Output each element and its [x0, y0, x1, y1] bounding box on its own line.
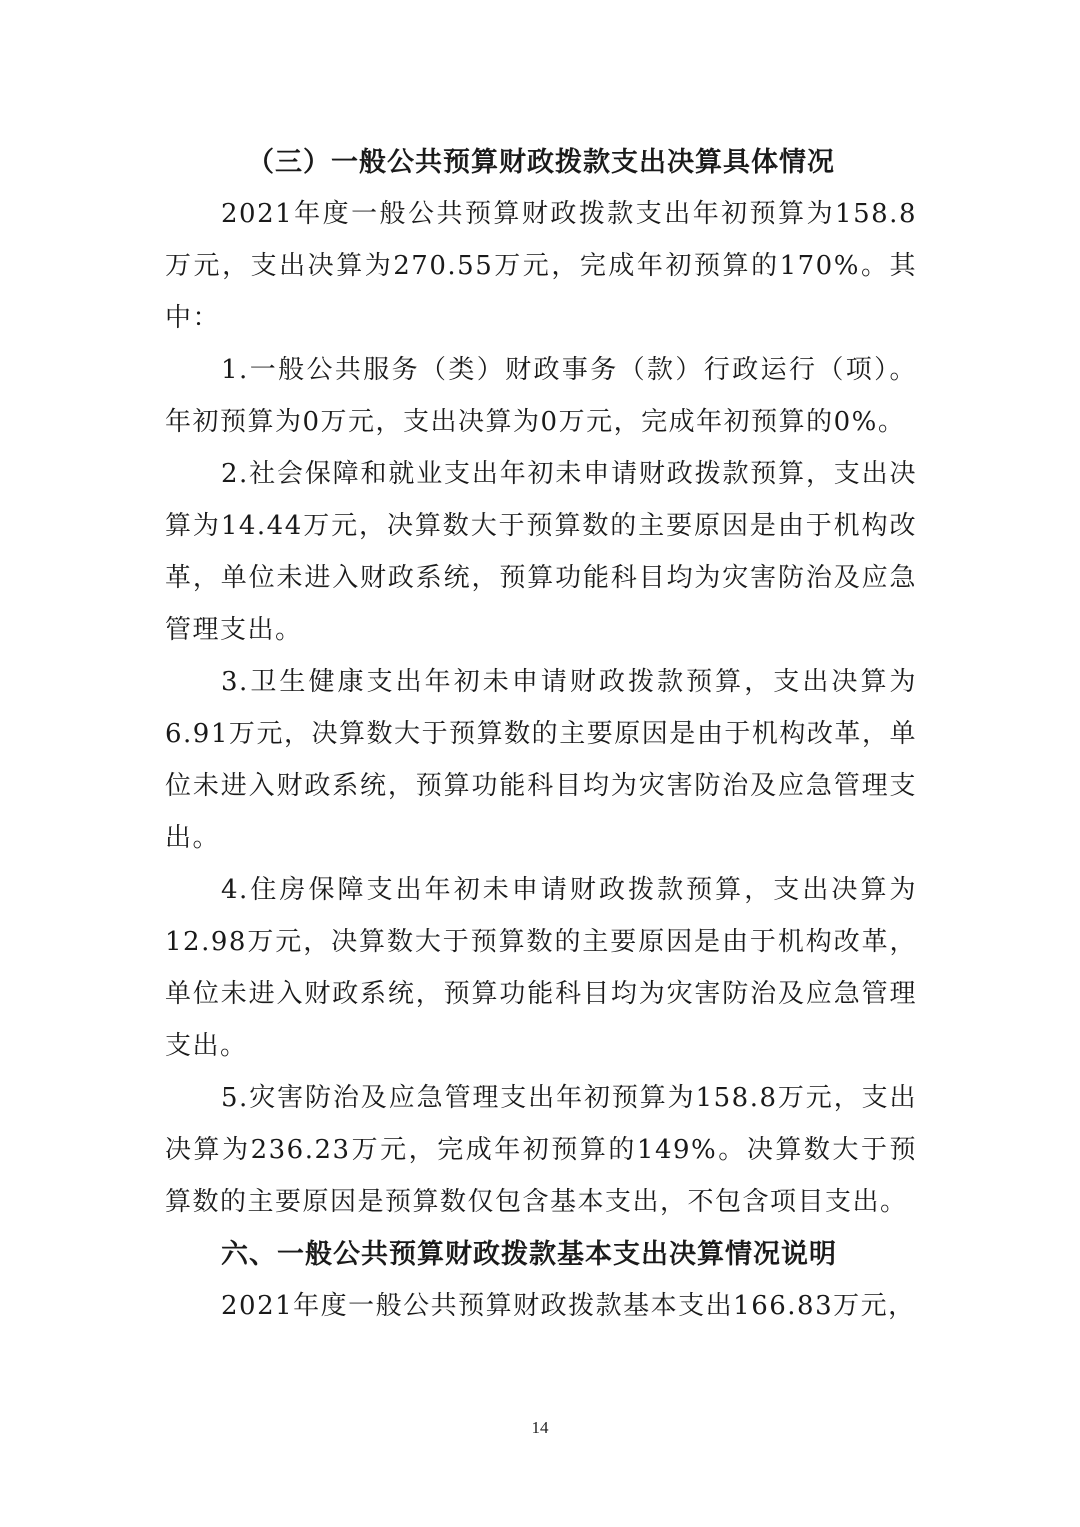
item-paragraph-4: 4.住房保障支出年初未申请财政拨款预算，支出决算为12.98万元，决算数大于预算数的主要原因是由于机构改革，单位未进入财政系统，预算功能科目均为灾害防治及应急管理支出。 — [165, 875, 917, 1061]
item-paragraph-1: 1.一般公共服务（类）财政事务（款）行政运行（项）。年初预算为0万元，支出决算为0万元，完成年初预算的0%。 — [165, 355, 917, 437]
chapter-heading: 六、一般公共预算财政拨款基本支出决算情况说明 — [221, 1239, 837, 1270]
intro-paragraph: 2021年度一般公共预算财政拨款支出年初预算为158.8万元，支出决算为270.55万元，完成年初预算的170%。其中： — [165, 199, 917, 333]
item-paragraph-3: 3.卫生健康支出年初未申请财政拨款预算，支出决算为6.91万元，决算数大于预算数的主要原因是由于机构改革，单位未进入财政系统，预算功能科目均为灾害防治及应急管理支出。 — [165, 667, 917, 853]
item-paragraph-2: 2.社会保障和就业支出年初未申请财政拨款预算，支出决算为14.44万元，决算数大于预算数的主要原因是由于机构改革，单位未进入财政系统，预算功能科目均为灾害防治及应急管理支出。 — [165, 459, 917, 645]
document-body — [165, 138, 917, 1332]
closing-paragraph: 2021年度一般公共预算财政拨款基本支出166.83万元， — [221, 1291, 916, 1321]
page-number: 14 — [531, 1418, 549, 1437]
item-paragraph-5: 5.灾害防治及应急管理支出年初预算为158.8万元，支出决算为236.23万元，完成年初预算的149%。决算数大于预算数的主要原因是预算数仅包含基本支出，不包含项目支出。 — [165, 1083, 917, 1217]
section-heading: （三）一般公共预算财政拨款支出决算具体情况 — [247, 147, 835, 178]
